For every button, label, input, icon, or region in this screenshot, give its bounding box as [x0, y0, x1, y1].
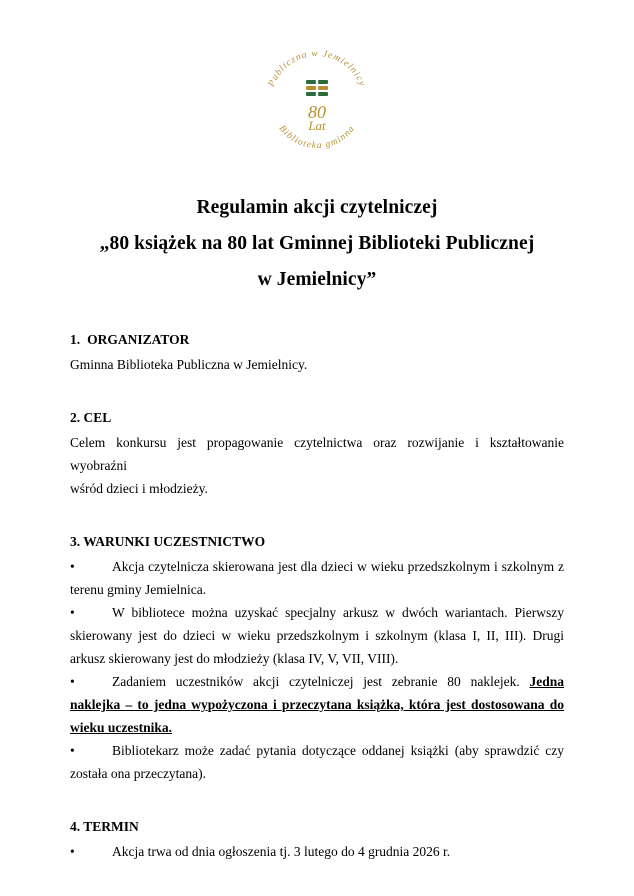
section-heading-warunki	[70, 530, 564, 553]
section-title-2: CEL	[83, 410, 112, 425]
section-title-4: TERMIN	[83, 819, 139, 834]
svg-text:Biblioteka gminna: Biblioteka gminna	[276, 123, 358, 152]
section-heading-termin	[70, 815, 564, 838]
bullet-icon	[70, 601, 112, 624]
list-item-text: Zadaniem uczestników akcji czytelniczej jest zebranie 80 naklejek.	[112, 674, 530, 689]
svg-text:Publiczna w Jemielnicy: Publiczna w Jemielnicy	[266, 48, 368, 89]
list-item-text: W bibliotece można uzyskać specjalny arkusz w dwóch wariantach. Pierwszy skierowany jest do dzieci w wieku przedszkolnym i szkolnym (klasa I, II, III). Drugi arkusz skierowany jest do młodzieży (klasa IV, V, VII, VIII).	[70, 605, 564, 666]
section-title-3: WARUNKI UCZESTNICTWO	[83, 534, 266, 549]
title-line-1: Regulamin akcji czytelniczej	[196, 197, 438, 218]
bullet-icon	[70, 670, 112, 693]
list-item	[70, 555, 564, 601]
document-body	[70, 328, 564, 863]
svg-text:80: 80	[308, 102, 326, 122]
list-item	[70, 601, 564, 670]
title-line-3: w Jemielnicy”	[257, 269, 377, 290]
paragraph-organizator: Gminna Biblioteka Publiczna w Jemielnicy.	[70, 357, 308, 372]
list-item-text: Bibliotekarz może zadać pytania dotyczące oddanej książki (aby sprawdzić czy została ona przeczytana).	[70, 743, 564, 781]
page-title	[70, 190, 564, 298]
section-heading-organizator	[70, 328, 564, 351]
library-80-years-logo	[257, 44, 377, 154]
bullet-icon	[70, 840, 112, 863]
paragraph-cel-2: wśród dzieci i młodzieży.	[70, 481, 208, 496]
section-title-1: ORGANIZATOR	[87, 332, 190, 347]
logo-container	[70, 0, 564, 150]
section-number-2: 2.	[70, 410, 81, 425]
section-number-3: 3.	[70, 534, 81, 549]
list-item-text: Akcja czytelnicza skierowana jest dla dzieci w wieku przedszkolnym i szkolnym z terenu gminy Jemielnica.	[70, 559, 564, 597]
section-heading-cel	[70, 406, 564, 429]
list-item-text: Akcja trwa od dnia ogłoszenia tj. 3 lutego do 4 grudnia 2026 r.	[112, 844, 451, 859]
bullet-icon	[70, 739, 112, 762]
section-number-1: 1.	[70, 332, 81, 347]
section-number-4: 4.	[70, 819, 81, 834]
list-item-emphasis: Jedna naklejka – to jedna wypożyczona i przeczytana książka, która jest dostosowana do wieku uczestnika.	[70, 674, 564, 735]
list-item	[70, 670, 564, 739]
svg-text:Lat: Lat	[308, 118, 326, 133]
bullet-icon	[70, 555, 112, 578]
title-line-2: „80 książek na 80 lat Gminnej Biblioteki Publicznej	[99, 233, 535, 254]
list-item	[70, 739, 564, 785]
paragraph-cel-1: Celem konkursu jest propagowanie czytelnictwa oraz rozwijanie i kształtowanie wyobraźni	[70, 435, 564, 473]
list-item	[70, 840, 564, 863]
